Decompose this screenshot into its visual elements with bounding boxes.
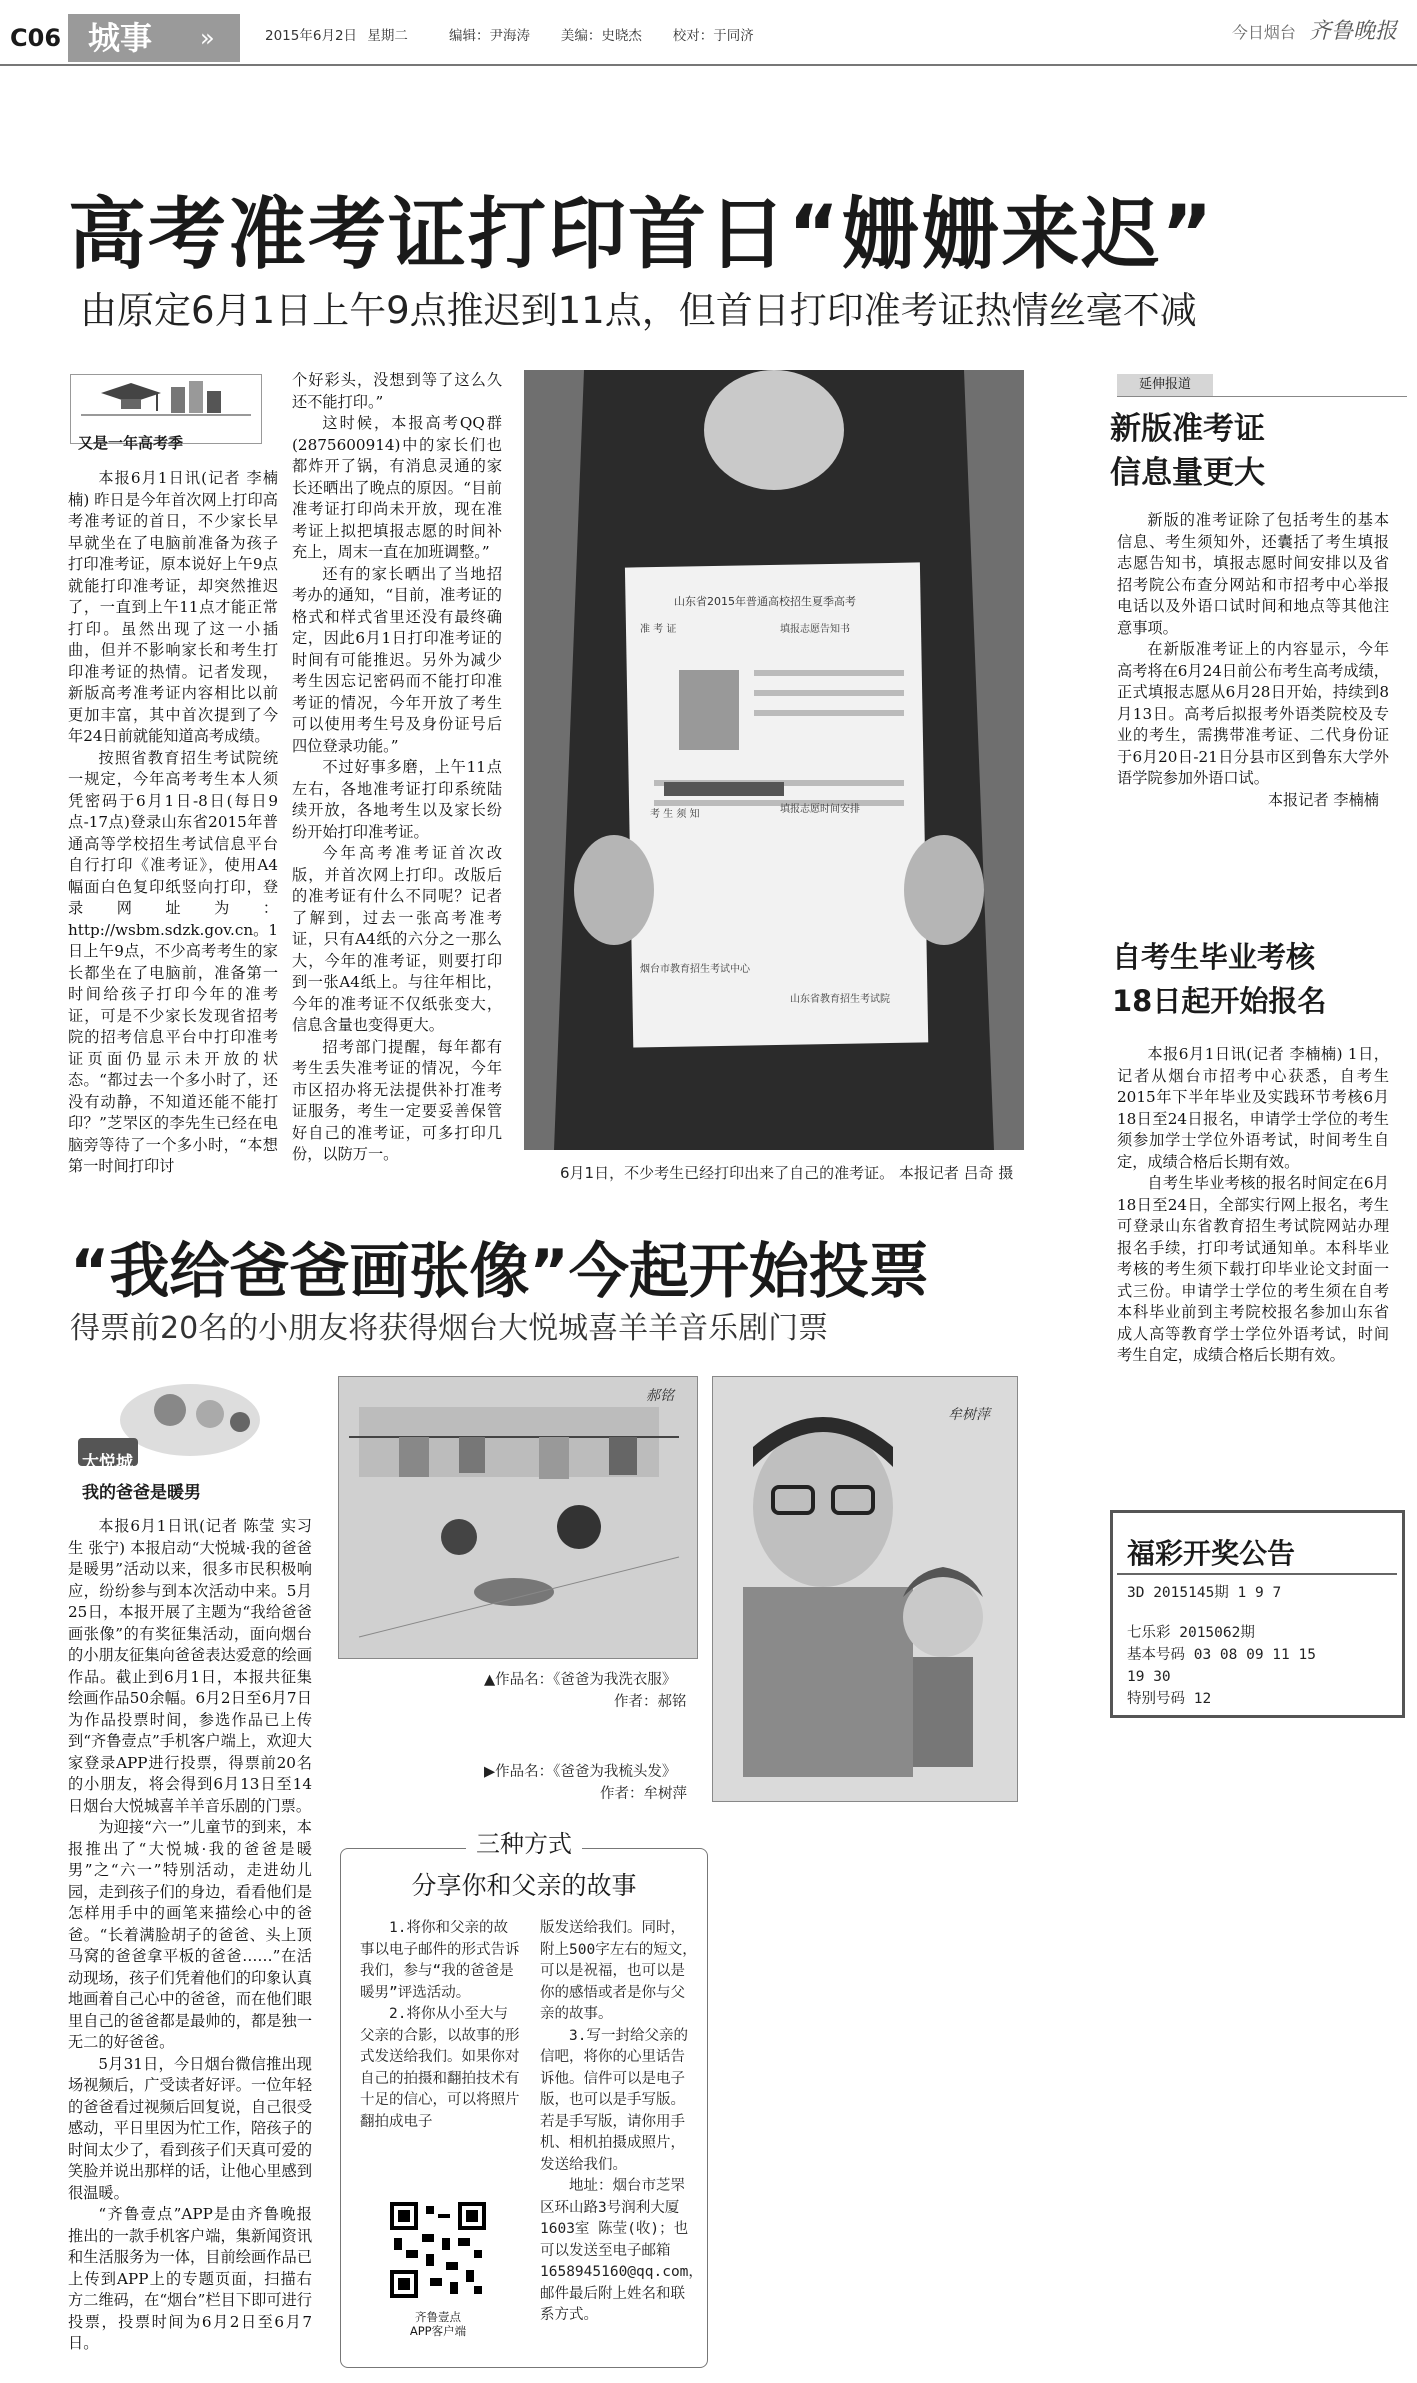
story1-paragraph: 不过好事多磨，上午11点左右，各地准考证打印系统陆续开放，各地考生以及家长纷纷开始打印准考证。 bbox=[292, 758, 502, 841]
story1-paragraph: 本报6月1日讯(记者 李楠楠) 昨日是今年首次网上打印高考准考证的首日，不少家长早早就坐在了电脑前准备为孩子打印准考证，原本说好上午9点就能打印准考证，却突然推迟了，一直到上午11点才能正常打印。虽然出现了这一小插曲，但并不影响家长和考生打印准考证的热情。记者发现，新版高考准考证内容相比以前更加丰富，其中首次提到了今年24日前就能知道高考成绩。 bbox=[68, 469, 278, 745]
ticket-right-lower: 填报志愿时间安排 bbox=[780, 804, 860, 815]
story2-paragraph: “齐鲁壹点”APP是由齐鲁晚报推出的一款手机客户端，集新闻资讯和生活服务为一体，目前绘画作品已上传到APP上的专题页面，扫描右方二维码，在“烟台”栏目下即可进行投票，投票时间为6月2日至6月7日。 bbox=[68, 2205, 312, 2352]
sidebar1-title-line1: 新版准考证 bbox=[1110, 411, 1265, 447]
lottery-title: 福彩开奖公告 bbox=[1127, 1537, 1296, 1570]
lottery-line-3d: 3D 2015145期 1 9 7 bbox=[1127, 1585, 1282, 1601]
headline-1: 高考准考证打印首日“姗姗来迟” bbox=[68, 190, 1215, 280]
share-left-column bbox=[360, 1918, 520, 2133]
lottery-line-special: 特别号码 12 bbox=[1127, 1691, 1212, 1707]
ticket-footer-left: 烟台市教育招生考试中心 bbox=[640, 964, 750, 975]
header-meta bbox=[265, 24, 754, 44]
sidebar1-paragraph: 新版的准考证除了包括考生的基本信息、考生须知外，还囊括了考生填报志愿告知书，填报志愿时间安排以及省招考院公布查分网站和市招考中心举报电话以及外语口试时间和地点等其他注意事项。 bbox=[1117, 511, 1389, 637]
story2-column bbox=[68, 1516, 312, 2355]
photo-admission-ticket bbox=[524, 370, 1024, 1150]
share-item: 3.写一封给父亲的信吧，将你的心里话告诉他。信件可以是电子版，也可以是手写版。若是手写版，请你用手机、相机拍摄成照片，发送给我们。 bbox=[540, 2027, 688, 2173]
drawing-1-author: 作者：郝铭 bbox=[614, 1694, 687, 1710]
ticket-heading: 山东省2015年普通高校招生夏季高考 bbox=[674, 595, 856, 608]
sidebar1-byline: 本报记者 李楠楠 bbox=[1267, 790, 1379, 809]
header-divider bbox=[0, 64, 1417, 66]
kicker-label-2: 我的爸爸是暖男 bbox=[82, 1483, 201, 1503]
qr-label-line2: APP客户端 bbox=[409, 2324, 467, 2338]
story1-paragraph: 按照省教育招生考试院统一规定，今年高考考生本人须凭密码于6月1日-8日(每日9点-17点)登录山东省2015年普通高等学校招生考试信息平台自行打印《准考证》，使用A4幅面白色复印纸竖向打印，登录网址为：http://wsbm.sdzk.gov.cn。1日上午9点，不少高考考生的家长都坐在了电脑前，准备第一时间给孩子打印今年的准考证，可是不少家长发现省招考院的招考信息平台中打印准考证页面仍显示未开放的状态。“都过去一个多小时了，还没有动静，不知道还能不能打印？”芝罘区的李先生已经在电脑旁等待了一个多小时，“本想第一时间打印讨 bbox=[68, 748, 278, 1175]
section-tag: 延伸报道 bbox=[1117, 374, 1213, 396]
header-editor: 编辑：尹海涛 bbox=[449, 28, 530, 44]
tag-divider bbox=[1117, 396, 1407, 397]
share-item: 版发送给我们。同时，附上500字左右的短文，可以是祝福，也可以是你的感悟或者是你与父亲的故事。 bbox=[540, 1920, 697, 2022]
drawing-combing-hair bbox=[712, 1376, 1018, 1802]
sidebar2-title-line2: 18日起开始报名 bbox=[1112, 984, 1327, 1018]
drawing-2-caption: ▶作品名：《爸爸为我梳头发》 bbox=[484, 1764, 677, 1780]
share-right-column bbox=[540, 1918, 703, 2327]
subheadline-2: 得票前20名的小朋友将获得烟台大悦城喜羊羊音乐剧门票 bbox=[70, 1311, 829, 1346]
sidebar1-paragraph: 在新版准考证上的内容显示，今年高考将在6月24日前公布考生高考成绩，正式填报志愿从6月28日开始，持续到8月13日。高考后拟报考外语类院校及专业的考生，需携带准考证、二代身份证于6月20日-21日分县市区到鲁东大学外语学院参加外语口试。 bbox=[1117, 640, 1389, 787]
header-date: 2015年6月2日 星期二 bbox=[265, 28, 408, 44]
share-box-title-1 bbox=[340, 1828, 708, 1860]
story1-paragraph: 招考部门提醒，每年都有考生丢失准考证的情况，今年市区招办将无法提供补打准考证服务，考生一定要妥善保管好自己的准考证，可多打印几份，以防万一。 bbox=[292, 1037, 502, 1163]
story2-paragraph: 5月31日，今日烟台微信推出现场视频后，广受读者好评。一位年轻的爸爸看过视频后回复说，自己很受感动，平日里因为忙工作，陪孩子的时间太少了，看到孩子们天真可爱的笑脸并说出那样的话，让他心里感到很温暖。 bbox=[68, 2054, 312, 2202]
share-item: 1.将你和父亲的故事以电子邮件的形式告诉我们，参与“我的爸爸是暖男”评选活动。 bbox=[360, 1920, 520, 2001]
qr-code[interactable] bbox=[390, 2202, 486, 2298]
drawing-washing-clothes bbox=[338, 1376, 698, 1659]
headline-2: “我给爸爸画张像”今起开始投票 bbox=[70, 1237, 929, 1307]
share-box-title-1-text: 三种方式 bbox=[466, 1830, 582, 1858]
section-tab: 城事 bbox=[68, 14, 240, 62]
kicker-illustration-2 bbox=[70, 1380, 270, 1492]
sidebar2-body bbox=[1117, 1044, 1389, 1367]
drawing-2-author: 作者：牟树萍 bbox=[600, 1786, 687, 1802]
sidebar2-title-line1: 自考生毕业考核 bbox=[1112, 940, 1316, 974]
lottery-line-basic: 基本号码 03 08 09 11 15 bbox=[1127, 1647, 1316, 1663]
story1-paragraph: 还有的家长晒出了当地招考办的通知，“目前，准考证的格式和样式省里还没有最终确定，因此6月1日打印准考证的时间有可能推迟。另外为减少考生因忘记密码而不能打印准考证的情况，今年开放了考生可以使用考生号及身份证号后四位登录功能。” bbox=[292, 564, 502, 755]
lottery-line-basic-2: 19 30 bbox=[1127, 1669, 1171, 1685]
brand-logo: 齐鲁晚报 bbox=[1308, 19, 1397, 44]
header-proof: 校对：于同济 bbox=[672, 28, 754, 44]
family-icon bbox=[70, 1380, 270, 1492]
lottery-divider bbox=[1117, 1573, 1397, 1575]
share-box-title-2: 分享你和父亲的故事 bbox=[411, 1871, 637, 1900]
sidebar2-paragraph: 自考生毕业考核的报名时间定在6月18日至24日，全部实行网上报名，考生可登录山东省教育招生考试院网站办理报名手续，打印考试通知单。本科毕业考核的考生须下载打印毕业论文封面一式三份。申请学士学位的考生须在自考本科毕业前到主考院校报名参加山东省成人高等教育学士学位外语考试，时间考生自定，成绩合格后长期有效。 bbox=[1117, 1174, 1389, 1364]
ticket-footer-right: 山东省教育招生考试院 bbox=[790, 994, 890, 1005]
sidebar2-paragraph: 本报6月1日讯(记者 李楠楠) 1日，记者从烟台市招考中心获悉，自考生2015年下半年毕业及实践环节考核6月18日至24日报名，申请学士学位的考生须参加学士学位外语考试，时间考生自定，成绩合格后长期有效。 bbox=[1117, 1045, 1389, 1171]
qr-code-icon bbox=[390, 2202, 486, 2298]
header-designer: 美编：史晓杰 bbox=[560, 28, 642, 44]
share-item: 2.将你从小至大与父亲的合影，以故事的形式发送给我们。如果你对自己的拍摄和翻拍技术有十足的信心，可以将照片翻拍成电子 bbox=[360, 2006, 520, 2130]
drawing-1-signature: 郝铭 bbox=[646, 1388, 674, 1404]
page-number: C06 bbox=[10, 24, 62, 52]
sidebar1-body bbox=[1117, 510, 1389, 811]
story2-paragraph: 本报6月1日讯(记者 陈莹 实习生 张宁) 本报启动“大悦城·我的爸爸是暖男”活动以来，很多市民积极响应，纷纷参与到本次活动中来。5月25日，本报开展了主题为“我给爸爸画张像”的有奖征集活动，面向烟台的小朋友征集向爸爸表达爱意的绘画作品。截止到6月1日，本报共征集绘画作品50余幅。6月2日至6月7日为作品投票时间，参选作品已上传到“齐鲁壹点”手机客户端上，欢迎大家登录APP进行投票，得票前20名的小朋友，将会得到6月13日至14日烟台大悦城喜羊羊音乐剧的门票。 bbox=[68, 1517, 312, 1815]
header-right-label: 今日烟台 bbox=[1231, 23, 1296, 42]
chevron-right-icon: » bbox=[200, 24, 215, 52]
drawing-1-caption: ▲作品名：《爸爸为我洗衣服》 bbox=[484, 1672, 677, 1688]
header-brand-area bbox=[1232, 14, 1397, 45]
kicker-brand-2: 大悦城 bbox=[82, 1453, 133, 1473]
qr-label-line1: 齐鲁壹点 bbox=[415, 2310, 461, 2324]
story1-column-2 bbox=[292, 370, 502, 1166]
story1-paragraph: 这时候，本报高考QQ群(2875600914)中的家长们也都炸开了锅，有消息灵通的家长还晒出了晚点的原因。“目前准考证打印尚未开放，现在准考证上拟把填报志愿的时间补充上，周末一直在加班调整。” bbox=[292, 414, 502, 561]
kicker-label: 又是一年高考季 bbox=[78, 434, 184, 452]
photo-caption-1: 6月1日，不少考生已经打印出来了自己的准考证。 本报记者 吕奇 摄 bbox=[560, 1164, 1014, 1182]
story1-paragraph: 个好彩头，没想到等了这么久还不能打印。” bbox=[292, 371, 502, 411]
story2-paragraph: 为迎接“六一”儿童节的到来，本报推出了“大悦城·我的爸爸是暖男”之“六一”特别活动，走进幼儿园，走到孩子们的身边，看看他们是怎样用手中的画笔来描绘心中的爸爸。“长着满脸胡子的爸爸、头上顶马窝的爸爸拿平板的爸爸……”在活动现场，孩子们凭着他们的印象认真地画着自己心中的爸爸，而在他们眼里自己的爸爸都是最帅的，都是独一无二的好爸爸。 bbox=[68, 1818, 312, 2051]
story1-column-1 bbox=[68, 468, 278, 1178]
lottery-line-qlc: 七乐彩 2015062期 bbox=[1127, 1625, 1255, 1641]
share-item: 地址：烟台市芝罘区环山路3号润利大厦1603室 陈莹(收)；也可以发送至电子邮箱1658945160@qq.com，邮件最后附上姓名和联系方式。 bbox=[540, 2178, 703, 2323]
drawing-2-signature: 牟树萍 bbox=[948, 1407, 990, 1423]
sidebar1-title-line2: 信息量更大 bbox=[1110, 455, 1265, 491]
ticket-left-lower: 考 生 须 知 bbox=[650, 809, 700, 820]
ticket-right-title: 填报志愿告知书 bbox=[780, 624, 850, 635]
qr-label bbox=[378, 2310, 498, 2338]
subheadline-1: 由原定6月1日上午9点推迟到11点，但首日打印准考证热情丝毫不减 bbox=[80, 289, 1197, 332]
ticket-left-title: 准 考 证 bbox=[640, 624, 677, 635]
story1-paragraph: 今年高考准考证首次改版，并首次网上打印。改版后的准考证有什么不同呢？记者了解到，过去一张高考准考证，只有A4纸的六分之一那么大，今年的准考证，则要打印到一张A4纸上。与往年相比，今年的准考证不仅纸张变大，信息含量也变得更大。 bbox=[292, 844, 502, 1034]
